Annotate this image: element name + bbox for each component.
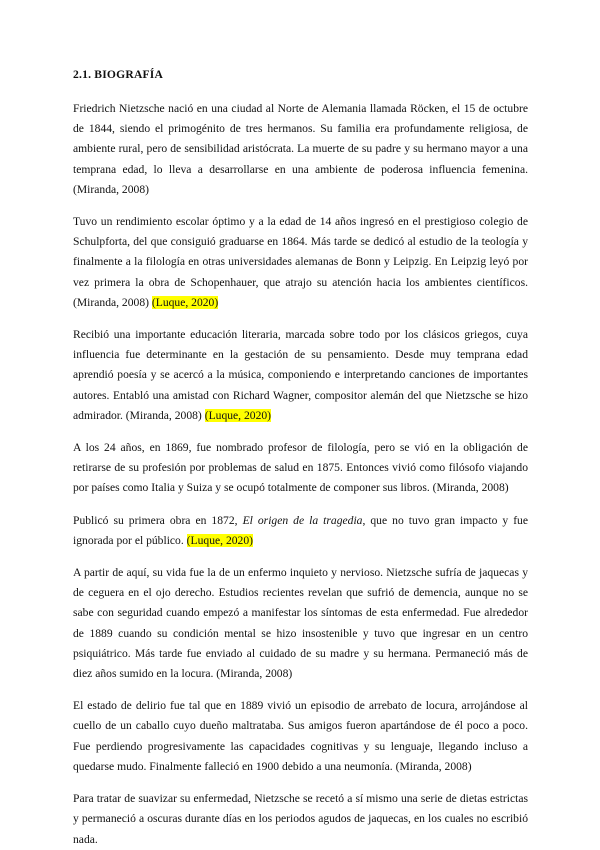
citation-highlight: (Luque, 2020)	[186, 533, 253, 547]
paragraph-5-text-pre: Publicó su primera obra en 1872,	[73, 513, 238, 527]
paragraph-7-text: El estado de delirio fue tal que en 1889 vivió un episodio de arrebato de locura, arrojándose al cuello de un caballo cuyo dueño maltrataba. Sus amigos fueron apartándose de él poco a poco. Fue perdiendo progresivamente las capacidades cognitivas y su lenguaje, llegando incluso a quedarse mudo. Finalmente falleció en 1900 debido a una neumonía. (Miranda, 2008)	[73, 699, 528, 773]
paragraph-6-text: A partir de aquí, su vida fue la de un enfermo inquieto y nervioso. Nietzsche sufría de jaquecas y de ceguera en el ojo derecho. Estudios recientes revelan que sufrió de demencia, aunque no se sabe con seguridad cuando empezó a manifestar los síntomas de esta enfermedad. Fue alrededor de 1889 cuando su condición mental se hizo insostenible y tuvo que ingresar en un centro psiquiátrico. Más tarde fue enviado al cuidado de su madre y su hermana. Permaneció más de diez años sumido en la locura. (Miranda, 2008)	[73, 566, 528, 681]
paragraph-1-text: Friedrich Nietzsche nació en una ciudad al Norte de Alemania llamada Röcken, el 15 de octubre de 1844, siendo el primogénito de tres hermanos. Su familia era profundamente religiosa, de ambiente rural, pero de sensibilidad aristócrata. La muerte de su padre y su hermano mayor a una temprana edad, lo lleva a desarrollarse en una ambiente de poderosa influencia femenina. (Miranda, 2008)	[73, 102, 528, 196]
citation-highlight: (Luque, 2020)	[204, 408, 272, 422]
paragraph-1	[73, 99, 528, 200]
paragraph-3-text: Recibió una importante educación literaria, marcada sobre todo por los clásicos griegos, cuya influencia fue determinante en la gestación de su pensamiento. Desde muy temprana edad aprendió poesía y se acercó a la música, componiendo e interpretando canciones de importantes autores. Entabló una amistad con Richard Wagner, compositor alemán del que Nietzsche se hizo admirador. (Miranda, 2008)	[73, 328, 528, 422]
citation-highlight: (Luque, 2020)	[151, 295, 219, 309]
paragraph-4-text: A los 24 años, en 1869, fue nombrado profesor de filología, pero se vió en la obligación de retirarse de su profesión por problemas de salud en 1875. Entonces vivió como filósofo viajando por países como Italia y Suiza y se ocupó totalmente de componer sus libros. (Miranda, 2008)	[73, 441, 528, 495]
paragraph-5	[73, 511, 528, 551]
section-heading: 2.1. BIOGRAFÍA	[73, 68, 164, 81]
paragraph-2-text: Tuvo un rendimiento escolar óptimo y a la edad de 14 años ingresó en el prestigioso colegio de Schulpforta, del que consiguió graduarse en 1864. Más tarde se dedicó al estudio de la teología y finalmente a la filología en otras universidades alemanas de Bonn y Leipzig. En Leipzig leyó por vez primera la obra de Schopenhauer, que atrajo su atención hacia los ambientes científicos. (Miranda, 2008)	[73, 215, 528, 309]
paragraph-7	[73, 696, 528, 777]
paragraph-8-text: Para tratar de suavizar su enfermedad, Nietzsche se recetó a sí mismo una serie de dietas estrictas y permaneció a oscuras durante días en los periodos agudos de jaquecas, en los cuales no escribió nada.	[73, 792, 528, 846]
paragraph-8	[73, 789, 528, 850]
paragraph-3	[73, 325, 528, 426]
paragraph-5-text-post: , que no tuvo gran impacto y fue ignorada por el público.	[73, 513, 529, 547]
paragraph-4	[73, 438, 528, 499]
book-title: El origen de la tragedia	[242, 513, 363, 527]
paragraph-2	[73, 212, 528, 313]
paragraph-6	[73, 563, 528, 684]
